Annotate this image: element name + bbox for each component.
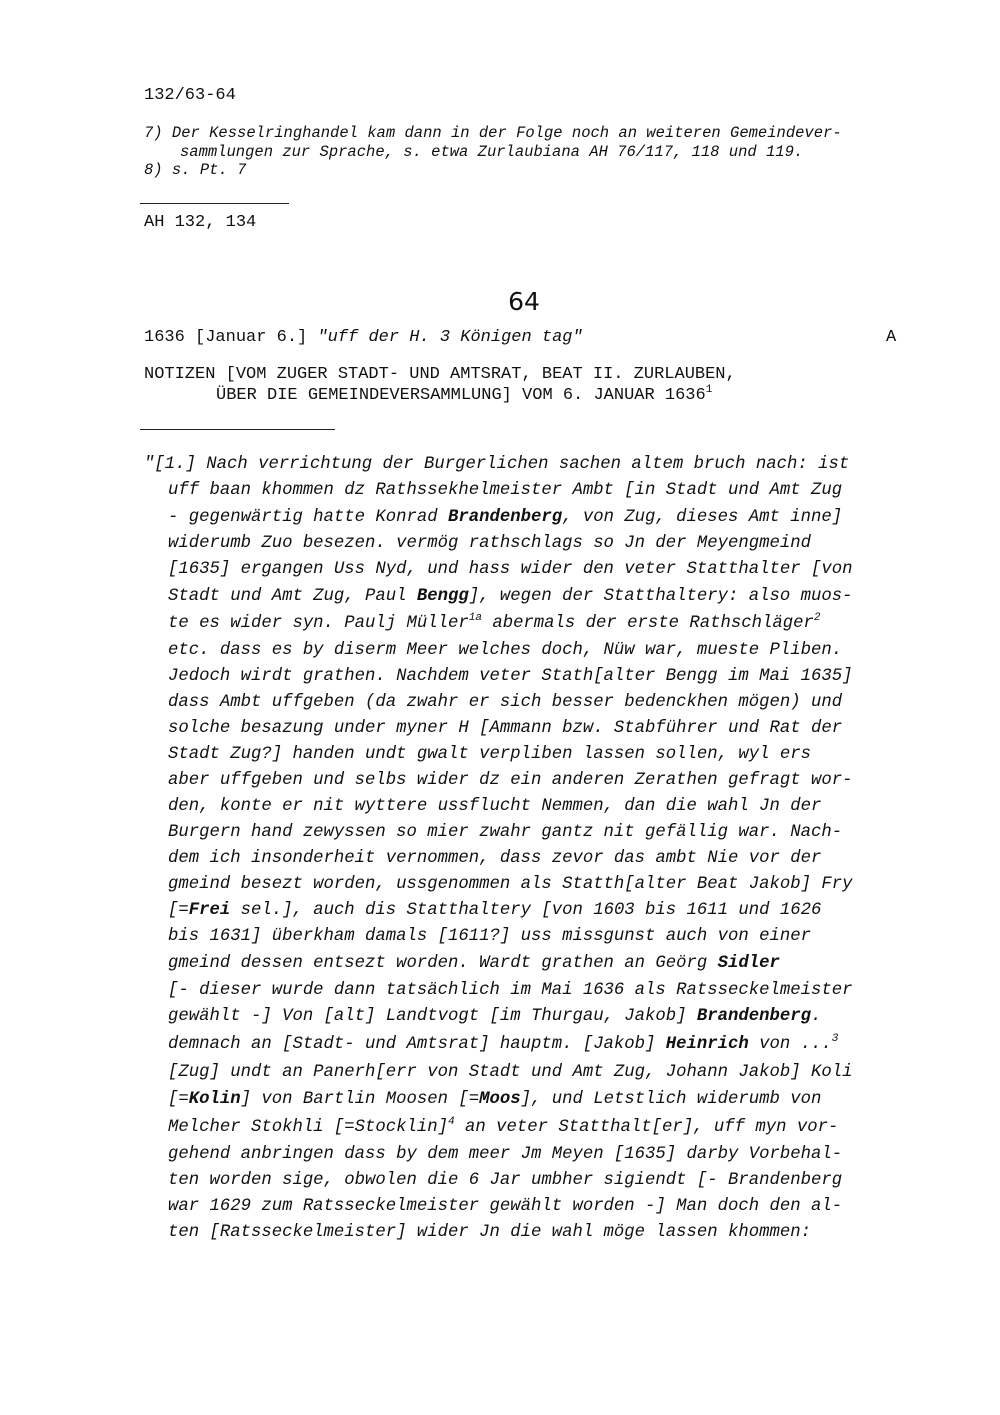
- footnote-ref: 1a: [468, 612, 482, 624]
- transcription-line: [144, 455, 849, 474]
- text-run: Jedoch wirdt grathen. Nachdem veter Stath[alter Bengg im Mai 1635]: [168, 667, 853, 686]
- footnote-7: [144, 124, 842, 142]
- title-divider: [140, 429, 335, 430]
- text-run: [=: [168, 901, 189, 920]
- person-name: Brandenberg: [448, 508, 563, 527]
- transcription-line: [168, 614, 820, 633]
- text-run: aber uffgeben und selbs wider dz ein anderen Zerathen gefragt wor-: [168, 771, 853, 790]
- text-run: gehend anbringen dass by dem meer Jm Meyen [1635] darby Vorbehal-: [168, 1145, 843, 1164]
- document-number: 64: [508, 287, 540, 316]
- text-run: ], wegen der Statthaltery: also muos-: [468, 587, 853, 606]
- footnote-marker: 7): [144, 124, 163, 142]
- text-run: von ...: [748, 1035, 832, 1054]
- text-run: [1635] ergangen Uss Nyd, und hass wider den veter Statthalter [von: [168, 560, 853, 579]
- text-run: widerumb Zuo besezen. vermög rathschlags so Jn der Meyengmeind: [168, 534, 811, 553]
- text-run: solche besazung under myner H [Ammann bzw. Stabführer und Rat der: [168, 719, 843, 738]
- transcription-line: [168, 849, 821, 868]
- transcription-line: [168, 797, 821, 816]
- text-run: , von Zug, dieses Amt inne]: [562, 508, 843, 527]
- document-type: A: [886, 328, 897, 347]
- transcription-line: [168, 927, 811, 946]
- transcription-line: [168, 667, 852, 686]
- transcription-line: [168, 823, 842, 842]
- footnote-text: s. Pt. 7: [171, 161, 247, 179]
- transcription-line: [168, 1197, 842, 1216]
- transcription-line: [168, 981, 852, 1000]
- text-run: [- dieser wurde dann tatsächlich im Mai 1636 als Ratsseckelmeister: [168, 981, 853, 1000]
- text-run: uff baan khommen dz Rathssekhelmeister Ambt [in Stadt und Amt Zug: [168, 481, 843, 500]
- date-quote: "uff der H. 3 Königen tag": [317, 328, 583, 347]
- footnote-ref: 1: [705, 384, 713, 396]
- transcription-line: [168, 875, 852, 894]
- text-run: gmeind besezt worden, ussgenommen als Statth[alter Beat Jakob] Fry: [168, 875, 853, 894]
- text-run: Stadt und Amt Zug, Paul: [168, 587, 417, 606]
- text-run: ten [Ratsseckelmeister] wider Jn die wahl möge lassen khommen:: [168, 1223, 811, 1242]
- transcription-line: [168, 693, 842, 712]
- transcription-line: [168, 1035, 838, 1054]
- archive-source: AH 132, 134: [144, 213, 257, 232]
- text-run: ten worden sige, obwolen die 6 Jar umbher sigiendt [- Brandenberg: [168, 1171, 843, 1190]
- person-name: Kolin: [188, 1090, 241, 1109]
- text-run: an veter Statthalt[er], uff myn vor-: [454, 1118, 839, 1137]
- transcription-line: [168, 1145, 842, 1164]
- text-run: war 1629 zum Ratsseckelmeister gewählt worden -] Man doch den al-: [168, 1197, 843, 1216]
- text-run: gewählt -] Von [alt] Landtvogt [im Thurgau, Jakob]: [168, 1007, 697, 1026]
- transcription-line: [168, 641, 842, 660]
- transcription-line: [168, 481, 842, 500]
- transcription-line: [168, 1171, 842, 1190]
- footnote-ref: 3: [831, 1033, 839, 1045]
- text-run: - gegenwärtig hatte Konrad: [168, 508, 449, 527]
- person-name: Moos: [479, 1090, 521, 1109]
- person-name: Bengg: [416, 587, 469, 606]
- text-run: ], und Letstlich widerumb von: [520, 1090, 822, 1109]
- text-run: Stadt Zug?] handen undt gwalt verpliben lassen sollen, wyl ers: [168, 745, 811, 764]
- text-run: .: [810, 1007, 822, 1026]
- text-run: "[1.] Nach verrichtung der Burgerlichen sachen altem bruch nach: ist: [144, 455, 850, 474]
- date-text: 1636 [Januar 6.]: [144, 328, 308, 347]
- text-run: etc. dass es by diserm Meer welches doch, Nüw war, mueste Pliben.: [168, 641, 843, 660]
- text-run: Burgern hand zewyssen so mier zwahr gantz nit gefällig war. Nach-: [168, 823, 843, 842]
- text-run: dem ich insonderheit vernommen, dass zevor das ambt Nie vor der: [168, 849, 822, 868]
- text-run: [Zug] undt an Panerh[err von Stadt und Amt Zug, Johann Jakob] Koli: [168, 1063, 853, 1082]
- transcription-line: [168, 901, 821, 920]
- archive-reference: 132/63-64: [144, 86, 236, 105]
- text-run: te es wider syn. Paulj Müller: [168, 614, 469, 633]
- person-name: Brandenberg: [696, 1007, 811, 1026]
- transcription-line: [168, 771, 852, 790]
- footnote-marker: 8): [144, 161, 163, 179]
- text-run: den, konte er nit wyttere ussflucht Nemmen, dan die wahl Jn der: [168, 797, 822, 816]
- text-run: gmeind dessen entsezt worden. Wardt grathen an Geörg: [168, 954, 718, 973]
- person-name: Sidler: [717, 954, 780, 973]
- text-run: demnach an [Stadt- und Amtsrat] hauptm. [Jakob]: [168, 1035, 666, 1054]
- document-title-continuation: [216, 386, 712, 405]
- text-run: bis 1631] überkham damals [1611?] uss missgunst auch von einer: [168, 927, 811, 946]
- text-run: sel.], auch dis Statthaltery [von 1603 bis 1611 und 1626: [230, 901, 822, 920]
- document-date: [144, 328, 583, 347]
- document-title: NOTIZEN [VOM ZUGER STADT- UND AMTSRAT, BEAT II. ZURLAUBEN,: [144, 365, 736, 384]
- transcription-line: [168, 534, 811, 553]
- text-run: [=: [168, 1090, 189, 1109]
- transcription-line: [168, 1007, 821, 1026]
- transcription-line: [168, 954, 780, 973]
- text-run: abermals der erste Rathschläger: [481, 614, 814, 633]
- person-name: Heinrich: [665, 1035, 749, 1054]
- text-run: Melcher Stokhli [=Stocklin]: [168, 1118, 449, 1137]
- transcription-line: [168, 1223, 811, 1242]
- footnote-7-continuation: sammlungen zur Sprache, s. etwa Zurlaubiana AH 76/117, 118 und 119.: [180, 143, 804, 161]
- text-run: dass Ambt uffgeben (da zwahr er sich besser bedenckhen mögen) und: [168, 693, 843, 712]
- title-text: ÜBER DIE GEMEINDEVERSAMMLUNG] VOM 6. JANUAR 1636: [216, 386, 706, 405]
- footnote-divider: [140, 203, 289, 204]
- footnote-8: [144, 161, 246, 179]
- transcription-line: [168, 1090, 821, 1109]
- transcription-line: [168, 719, 842, 738]
- transcription-line: [168, 1118, 838, 1137]
- transcription-line: [168, 745, 811, 764]
- transcription-line: [168, 560, 852, 579]
- transcription-line: [168, 508, 842, 527]
- text-run: ] von Bartlin Moosen [=: [240, 1090, 480, 1109]
- footnote-ref: 2: [813, 612, 821, 624]
- transcription-line: [168, 1063, 852, 1082]
- footnote-text: Der Kesselringhandel kam dann in der Folge noch an weiteren Gemeindever-: [171, 124, 842, 142]
- transcription-line: [168, 587, 852, 606]
- person-name: Frei: [188, 901, 231, 920]
- footnote-ref: 4: [448, 1116, 455, 1128]
